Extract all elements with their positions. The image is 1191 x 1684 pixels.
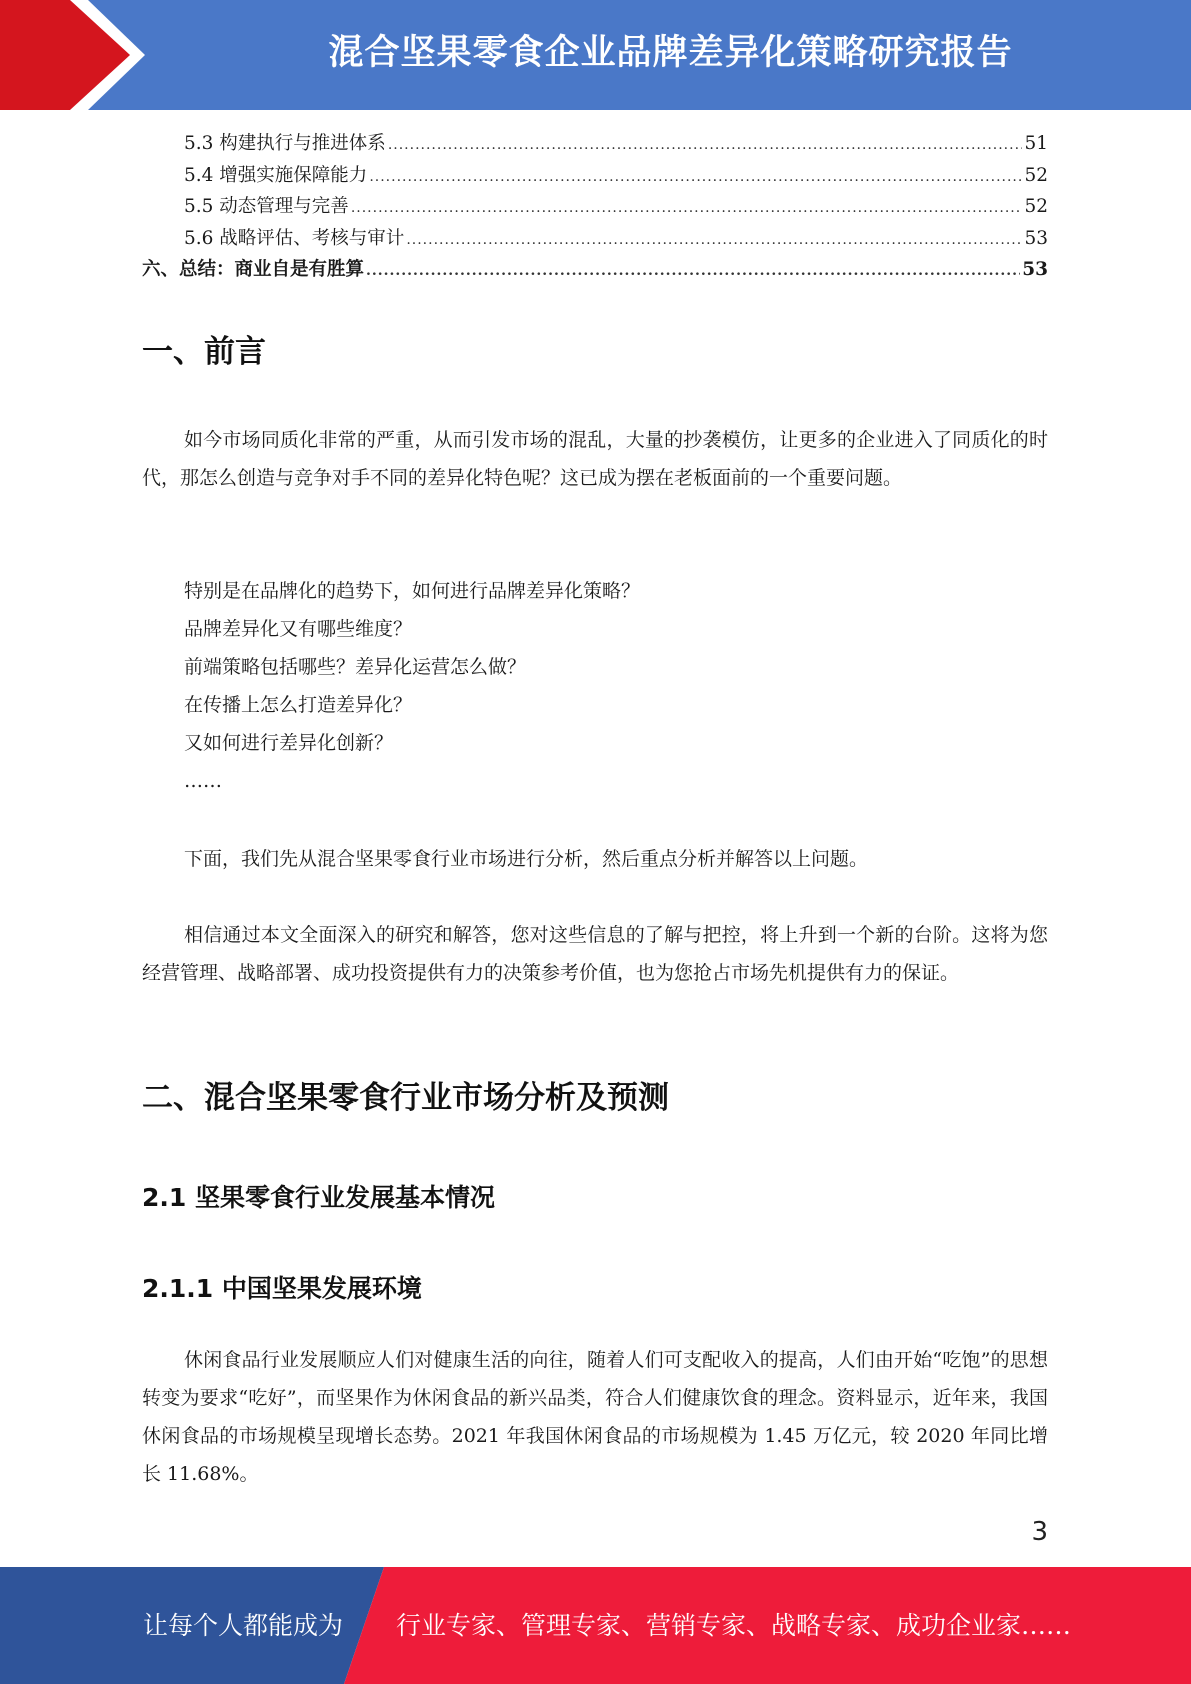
toc-entry-page: 53 bbox=[1024, 227, 1048, 249]
section-heading-preface: 一、前言 bbox=[142, 334, 266, 370]
preface-intro-paragraph: 如今市场同质化非常的严重，从而引发市场的混乱，大量的抄袭模仿，让更多的企业进入了同质化的时代，那怎么创造与竞争对手不同的差异化特色呢？这已成为摆在老板面前的一个重要问题。 bbox=[142, 429, 1048, 489]
toc-entry[interactable] bbox=[142, 223, 1048, 255]
red-chevron-decoration bbox=[0, 0, 150, 110]
footer-banner bbox=[0, 1567, 1191, 1684]
question-item: 在传播上怎么打造差异化？ bbox=[184, 694, 413, 716]
preface-paragraph-2: 下面，我们先从混合坚果零食行业市场进行分析，然后重点分析并解答以上问题。 bbox=[184, 848, 869, 870]
toc-entry-page: 53 bbox=[1022, 259, 1048, 280]
question-list bbox=[184, 572, 640, 800]
toc-leader-dots bbox=[406, 225, 1022, 257]
question-item: 特别是在品牌化的趋势下，如何进行品牌差异化策略？ bbox=[184, 580, 641, 602]
toc-entry-chapter[interactable] bbox=[142, 254, 1048, 286]
subsection-heading-2-1: 2.1 坚果零食行业发展基本情况 bbox=[142, 1183, 495, 1212]
toc-leader-dots bbox=[369, 162, 1022, 194]
toc-entry-label: 六、总结：商业自是有胜算 bbox=[142, 259, 365, 280]
toc-entry-page: 52 bbox=[1024, 164, 1048, 186]
toc-entry[interactable] bbox=[142, 191, 1048, 223]
toc-leader-dots bbox=[388, 130, 1023, 162]
toc-entry-label: 5.3 构建执行与推进体系 bbox=[184, 133, 386, 154]
preface-paragraph-3: 相信通过本文全面深入的研究和解答，您对这些信息的了解与把控，将上升到一个新的台阶。这将为您经营管理、战略部署、成功投资提供有力的决策参考价值，也为您抢占市场先机提供有力的保证。 bbox=[142, 924, 1048, 984]
environment-paragraph: 休闲食品行业发展顺应人们对健康生活的向往，随着人们可支配收入的提高，人们由开始“吃饱”的思想转变为要求“吃好”，而坚果作为休闲食品的新兴品类，符合人们健康饮食的理念。资料显示，近年来，我国休闲食品的市场规模呈现增长态势。2021 年我国休闲食品的市场规模为 1.45 万亿元，较 2020 年同比增长 11.68%。 bbox=[142, 1349, 1048, 1485]
toc-entry[interactable] bbox=[142, 160, 1048, 192]
toc-entry-page: 52 bbox=[1024, 196, 1048, 217]
page-number: 3 bbox=[1031, 1517, 1048, 1547]
header-banner bbox=[0, 0, 1191, 110]
question-item: 又如何进行差异化创新？ bbox=[184, 732, 394, 754]
toc-entry-label: 5.4 增强实施保障能力 bbox=[184, 164, 368, 186]
question-item: 品牌差异化又有哪些维度？ bbox=[184, 618, 413, 640]
table-of-contents bbox=[142, 128, 1048, 286]
toc-entry[interactable] bbox=[142, 128, 1048, 160]
question-item: 前端策略包括哪些？差异化运营怎么做？ bbox=[184, 656, 527, 678]
subsection-heading-2-1-1: 2.1.1 中国坚果发展环境 bbox=[142, 1274, 422, 1303]
toc-entry-label: 5.5 动态管理与完善 bbox=[184, 196, 349, 217]
report-title: 混合坚果零食企业品牌差异化策略研究报告 bbox=[328, 33, 1013, 73]
toc-leader-dots bbox=[351, 193, 1023, 225]
toc-entry-page: 51 bbox=[1024, 133, 1048, 154]
ellipsis-item: …… bbox=[184, 770, 222, 792]
footer-slogan-right: 行业专家、管理专家、营销专家、战略专家、成功企业家…… bbox=[396, 1611, 1072, 1640]
footer-slogan-left: 让每个人都能成为 bbox=[143, 1611, 344, 1640]
toc-leader-dots bbox=[366, 256, 1020, 288]
toc-entry-label: 5.6 战略评估、考核与审计 bbox=[184, 227, 405, 249]
section-heading-market-analysis: 二、混合坚果零食行业市场分析及预测 bbox=[142, 1080, 669, 1116]
